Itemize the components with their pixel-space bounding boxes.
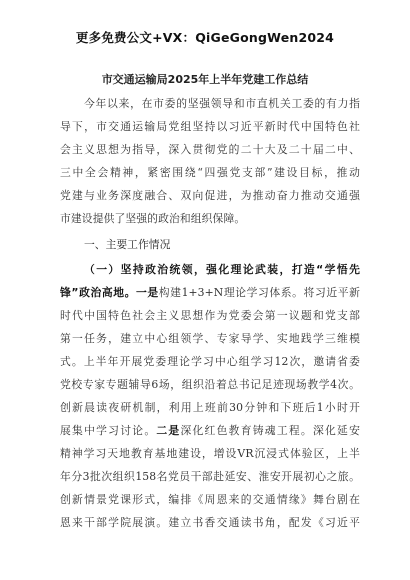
intro-line: 党建与业务深度融合、双向促进，为推动奋力推动交通强 [60, 189, 360, 202]
body-line [60, 285, 360, 300]
body-line: 第一任务，建立中心组领学、专家导学、实地践学三维模 [60, 332, 360, 345]
subsection-heading-tail: 锋”政治高地。 [60, 286, 137, 299]
intro-line: 导下，市交通运输局党组坚持以习近平新时代中国特色社 [60, 120, 360, 133]
body-text: 展集中学习讨论。 [60, 424, 157, 437]
intro-line: 今年以来，在市委的坚强领导和市直机关工委的有力指 [84, 97, 360, 110]
body-line: 创新晨读夜研机制，利用上班前30分钟和下班后1小时开 [60, 401, 360, 414]
point-marker: 一是 [136, 286, 159, 299]
body-line [60, 423, 360, 438]
subsection-heading: （一）坚持政治统领，强化理论武装，打造“学悟先 [84, 263, 360, 276]
promo-banner: 更多免费公文+VX：QiGeGongWen2024 [75, 30, 335, 45]
body-line: 精神学习天地教育基地建设，增设VR沉浸式体验区，上半 [60, 447, 360, 460]
body-line: 党校专家专题辅导6场，组织沿着总书记足迹现场教学4次。 [60, 378, 360, 391]
intro-line: 会主义思想为指导，深入贯彻党的二十大及二十届二中、 [60, 143, 360, 156]
body-line: 创新情景党课形式，编排《周恩来的交通情缘》舞台剧在 [60, 493, 360, 506]
body-line: 时代中国特色社会主义思想作为党委会第一议题和党支部 [60, 309, 360, 322]
document-title: 市交通运输局2025年上半年党建工作总结 [101, 73, 309, 86]
body-text: 深化红色教育铸魂工程。深化延安 [180, 424, 360, 437]
body-line: 恩来干部学院展演。建立书香交通读书角，配发《习近平 [60, 516, 360, 529]
intro-line: 市建设提供了坚强的政治和组织保障。 [60, 212, 246, 225]
body-text: 构建1+3+N理论学习体系。将习近平新 [158, 286, 360, 299]
body-line: 式。上半年开展党委理论学习中心组学习12次，邀请省委 [60, 355, 360, 368]
intro-line: 三中全会精神，紧密围绕“四强党支部”建设目标，推动 [60, 166, 360, 179]
body-line: 年分3批次组织158名党员干部赴延安、淮安开展初心之旅。 [60, 470, 360, 483]
point-marker: 二是 [156, 424, 181, 437]
section-heading: 一、主要工作情况 [84, 238, 171, 251]
